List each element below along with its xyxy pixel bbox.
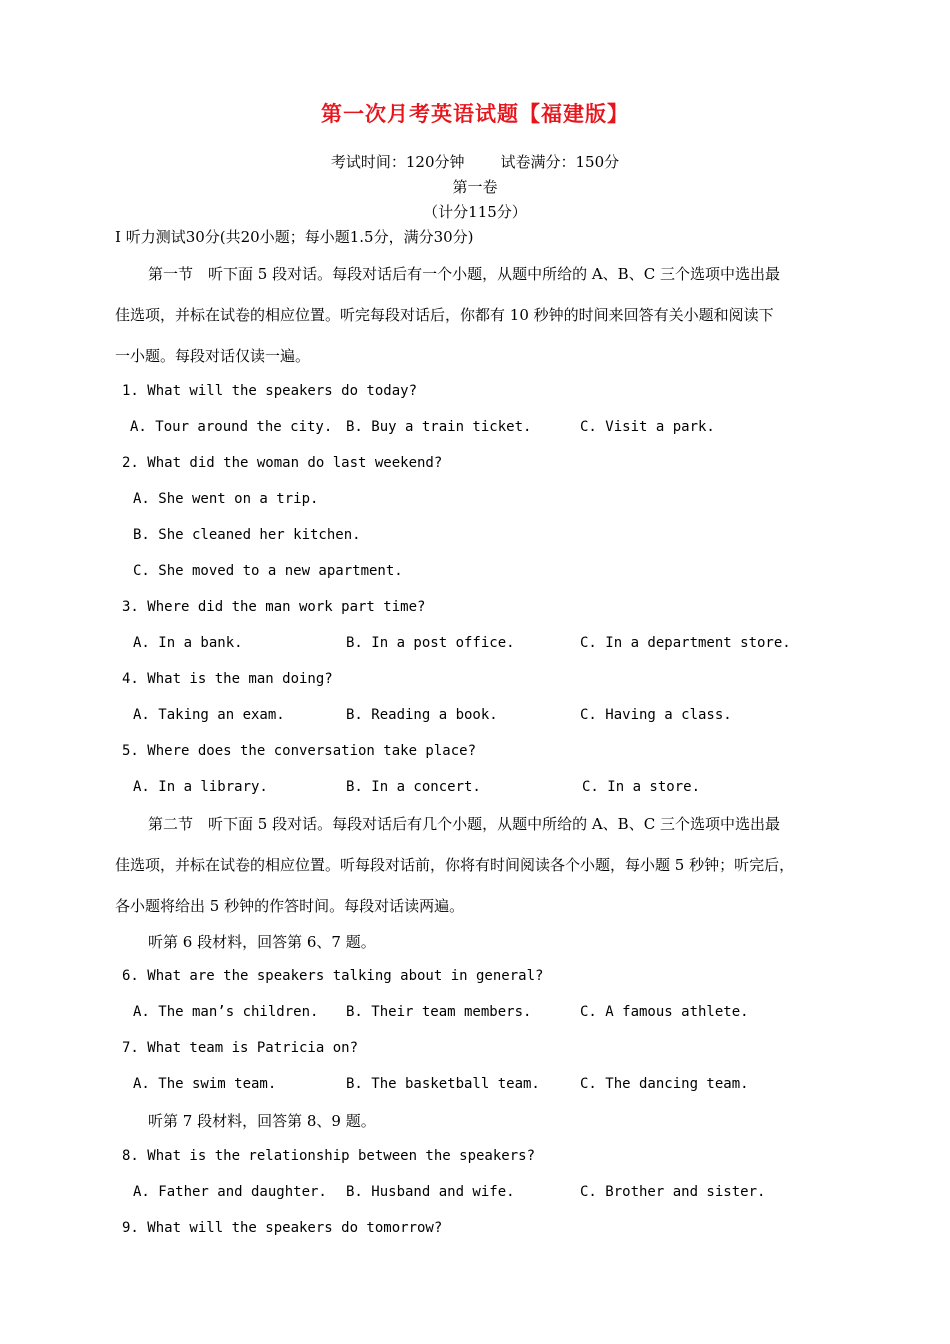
q1-option-a: A. Tour around the city.	[130, 419, 333, 435]
q4-option-c: C. Having a class.	[580, 707, 732, 723]
section2-line-1: 第二节 听下面 5 段对话。每段对话后有几个小题，从题中所给的 A、B、C 三个选项中选出最	[148, 815, 780, 833]
q8-option-a: A. Father and daughter.	[133, 1184, 327, 1200]
material-6-instruction: 听第 6 段材料，回答第 6、7 题。	[148, 933, 376, 951]
q3-option-a: A. In a bank.	[133, 635, 243, 651]
q2-option-a: A. She went on a trip.	[133, 491, 319, 507]
exam-time: 考试时间：120分钟	[330, 153, 465, 171]
question-8: 8. What is the relationship between the speakers?	[122, 1148, 536, 1164]
q5-option-c: C. In a store.	[582, 779, 701, 795]
q6-option-b: B. Their team members.	[346, 1004, 532, 1020]
question-3: 3. Where did the man work part time?	[122, 599, 426, 615]
q7-option-c: C. The dancing team.	[580, 1076, 749, 1092]
q3-option-b: B. In a post office.	[346, 635, 515, 651]
section2-line-3: 各小题将给出 5 秒钟的作答时间。每段对话读两遍。	[115, 897, 465, 915]
q7-option-a: A. The swim team.	[133, 1076, 277, 1092]
q5-option-a: A. In a library.	[133, 779, 268, 795]
q7-option-b: B. The basketball team.	[346, 1076, 540, 1092]
section1-line-1: 第一节 听下面 5 段对话。每段对话后有一个小题，从题中所给的 A、B、C 三个选项中选出最	[148, 265, 780, 283]
q6-option-a: A. The man’s children.	[133, 1004, 319, 1020]
question-9: 9. What will the speakers do tomorrow?	[122, 1220, 443, 1236]
exam-meta	[0, 151, 950, 172]
q8-option-b: B. Husband and wife.	[346, 1184, 515, 1200]
part1-heading: I 听力测试30分(共20小题；每小题1.5分，满分30分)	[115, 228, 474, 246]
section2-line-2: 佳选项，并标在试卷的相应位置。听每段对话前，你将有时间阅读各个小题，每小题 5 秒钟；听完后，	[115, 856, 795, 874]
q8-option-c: C. Brother and sister.	[580, 1184, 766, 1200]
volume-score: （计分115分）	[423, 203, 527, 221]
volume-title: 第一卷	[452, 178, 498, 196]
question-6: 6. What are the speakers talking about in general?	[122, 968, 544, 984]
q6-option-c: C. A famous athlete.	[580, 1004, 749, 1020]
q4-option-b: B. Reading a book.	[346, 707, 498, 723]
q3-option-c: C. In a department store.	[580, 635, 791, 651]
exam-score: 试卷满分：150分	[500, 153, 620, 171]
question-2: 2. What did the woman do last weekend?	[122, 455, 443, 471]
q1-option-c: C. Visit a park.	[580, 419, 715, 435]
question-1: 1. What will the speakers do today?	[122, 383, 418, 399]
q5-option-b: B. In a concert.	[346, 779, 481, 795]
question-5: 5. Where does the conversation take place?	[122, 743, 477, 759]
material-7-instruction: 听第 7 段材料，回答第 8、9 题。	[148, 1112, 376, 1130]
page-title: 第一次月考英语试题【福建版】	[321, 102, 629, 126]
q1-option-b: B. Buy a train ticket.	[346, 419, 532, 435]
q2-option-b: B. She cleaned her kitchen.	[133, 527, 361, 543]
q2-option-c: C. She moved to a new apartment.	[133, 563, 403, 579]
question-7: 7. What team is Patricia on?	[122, 1040, 359, 1056]
section1-line-2: 佳选项，并标在试卷的相应位置。听完每段对话后，你都有 10 秒钟的时间来回答有关小题和阅读下	[115, 306, 774, 324]
q4-option-a: A. Taking an exam.	[133, 707, 285, 723]
section1-line-3: 一小题。每段对话仅读一遍。	[115, 347, 311, 365]
question-4: 4. What is the man doing?	[122, 671, 333, 687]
